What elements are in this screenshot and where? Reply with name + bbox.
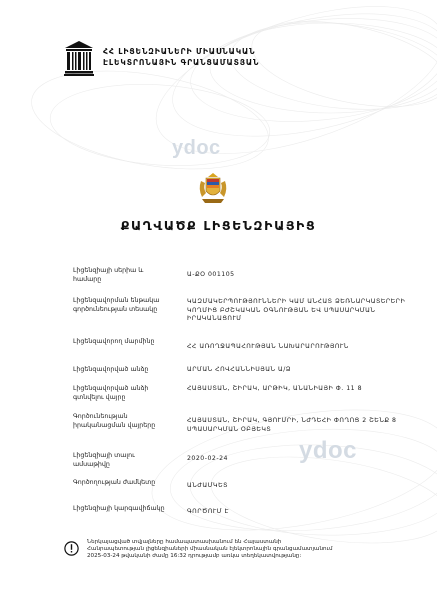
registry-name <box>103 46 303 68</box>
coat-of-arms-icon <box>196 171 230 205</box>
field-label-activity-locations: Գործունեության իրականացման վայրերը <box>73 413 156 429</box>
notice-line1: Ներկայացված տվյալները համապատասխանում են Հայաստանի <box>87 539 282 545</box>
watermark-bottom: ydoc <box>299 437 358 464</box>
registry-logo-icon <box>64 40 94 76</box>
field-value-licensing-authority: ՀՀ ԱՌՈՂՋԱՊԱՀՈՒԹՅԱՆ ՆԱԽԱՐԱՐՈՒԹՅՈՒՆ <box>187 343 349 350</box>
field-label-licensing-authority: Լիցենզավորող մարմինը <box>73 338 155 345</box>
field-value-validity-period: ԱՆԺԱՄԿԵՏ <box>187 482 228 489</box>
field-label-validity-period: Գործողության ժամկետը <box>73 479 156 486</box>
field-value-license-number: Ա-ՔՕ 001105 <box>187 271 235 278</box>
document-title: ՔԱՂՎԱԾՔ ԼԻՑԵՆԶԻԱՅԻՑ <box>120 218 317 233</box>
field-label-license-status: Լիցենզիայի կարգավիճակը <box>73 505 165 512</box>
field-label-licensee-address: Լիցենզավորված անձի գտնվելու վայրը <box>73 385 149 401</box>
field-value-activity-locations: ՀԱՅԱՍՏԱՆ, ՇԻՐԱԿ, ԳՅՈՒՄՐԻ, ՆԺԴԵՀԻ ՓՈՂՈՑ 2 ՇԵՆՔ 8 ՍՊԱՍԱՐԿՄԱՆ ՕԲՅԵԿՏ <box>187 417 397 433</box>
field-label-activity-type: Լիցենզավորման ենթակա գործունեության տեսակը <box>73 297 160 313</box>
registry-name-line1: ՀՀ ԼԻՑԵՆԶԻԱՆԵՐԻ ՄԻԱՍՆԱԿԱՆ <box>103 47 256 56</box>
field-value-licensee-address: ՀԱՅԱՍՏԱՆ, ՇԻՐԱԿ, ԱՐԹԻԿ, ԱՆԱՆԻԱՅԻ Փ. 11 8 <box>187 385 363 392</box>
notice-line2: Հանրապետության լիցենզիաների միասնական էլեկտրոնային գրանցամատյանում <box>87 546 333 553</box>
notice-line3: 2025-03-24 թվականի ժամը 16:32 դրությամբ առկա տեղեկատվությանը: <box>87 553 302 560</box>
field-value-activity-type: ԿԱԶՄԱԿԵՐՊՈՒԹՅՈՒՆՆԵՐԻ ԿԱՄ ԱՆՀԱՏ ՁԵՌՆԱՐԿԱՏԵՐԵՐԻ ԿՈՂՄԻՑ ԲԺՇԿԱԿԱՆ ՕԳՆՈՒԹՅԱՆ ԵՎ ՍՊԱՍԱՐԿՄԱՆ ԻՐԱԿԱՆԱՑՈՒՄ <box>187 298 406 323</box>
verification-notice <box>87 539 363 561</box>
info-exclamation-icon <box>64 541 79 556</box>
field-label-issue-date: Լիցենզիայի տալու ամսաթիվը <box>73 452 135 468</box>
field-value-issue-date: 2020-02-24 <box>187 455 228 462</box>
field-value-licensee: ԱՐՄԱՆ ՀՈՎՀԱՆՆԻՍՅԱՆ Ա/Ձ <box>187 366 292 373</box>
field-value-license-status: ԳՈՐԾՈՒՄ Է <box>187 508 230 515</box>
watermark-top: ydoc <box>172 137 221 159</box>
field-label-license-number: Լիցենզիայի սերիա և համարը <box>73 267 144 283</box>
registry-name-line2: ԷԼԵԿՏՐՈՆԱՅԻՆ ԳՐԱՆՑԱՄԱՏՅԱՆ <box>103 58 260 67</box>
field-label-licensee: Լիցենզավորված անձը <box>73 366 149 373</box>
